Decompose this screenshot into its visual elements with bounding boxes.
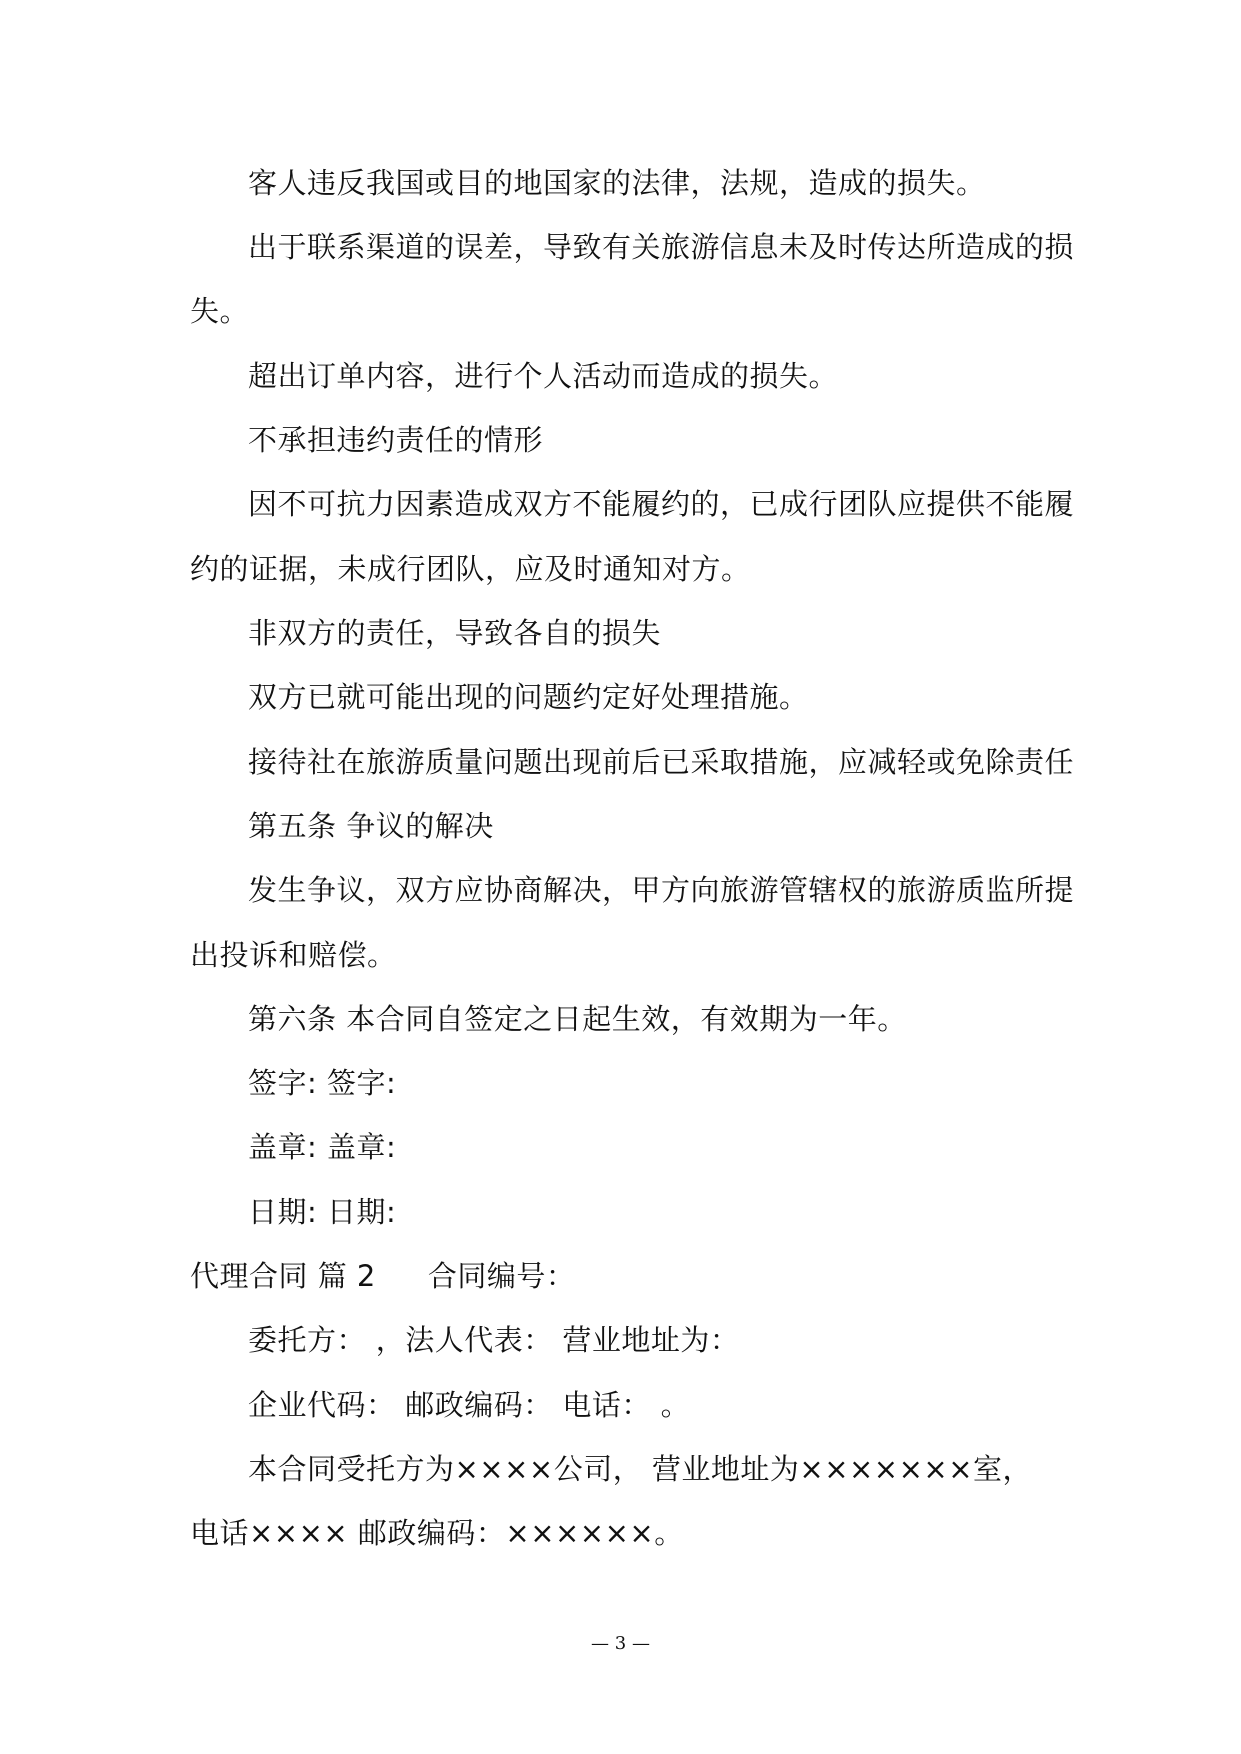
paragraph-line: 出于联系渠道的误差，导致有关旅游信息未及时传达所造成的损 <box>248 230 1075 264</box>
date-line: 日期: 日期: <box>248 1195 397 1229</box>
paragraph-line: 约的证据，未成行团队，应及时通知对方。 <box>190 552 751 586</box>
paragraph-line: 出投诉和赔偿。 <box>190 938 397 972</box>
paragraph-line: 接待社在旅游质量问题出现前后已采取措施，应减轻或免除责任 <box>248 745 1075 779</box>
paragraph-line: 客人违反我国或目的地国家的法律，法规，造成的损失。 <box>248 166 986 200</box>
paragraph-line: 超出订单内容，进行个人活动而造成的损失。 <box>248 359 839 393</box>
signature-line: 签字: 签字: <box>248 1066 397 1100</box>
page-number: — 3 — <box>591 1633 650 1654</box>
paragraph-line: 因不可抗力因素造成双方不能履约的，已成行团队应提供不能履 <box>248 487 1075 521</box>
section-title: 代理合同 篇 2 <box>190 1259 376 1293</box>
article-heading: 第五条 争议的解决 <box>248 809 494 843</box>
paragraph-line: 第六条 本合同自签定之日起生效，有效期为一年。 <box>248 1002 907 1036</box>
contract-number-label: 合同编号： <box>427 1259 576 1293</box>
paragraph-line: 双方已就可能出现的问题约定好处理措施。 <box>248 680 809 714</box>
seal-line: 盖章: 盖章: <box>248 1130 397 1164</box>
paragraph-line: 本合同受托方为××××公司， 营业地址为×××××××室， <box>248 1452 1033 1486</box>
section-heading-row <box>190 1256 575 1296</box>
paragraph-line: 失。 <box>190 294 250 328</box>
paragraph-line: 非双方的责任，导致各自的损失 <box>248 616 662 650</box>
paragraph-line: 企业代码： 邮政编码： 电话： 。 <box>248 1388 691 1422</box>
paragraph-line: 委托方： ，法人代表： 营业地址为： <box>248 1323 740 1357</box>
paragraph-line: 不承担违约责任的情形 <box>248 423 544 457</box>
paragraph-line: 电话×××× 邮政编码：××××××。 <box>190 1516 684 1550</box>
paragraph-line: 发生争议，双方应协商解决，甲方向旅游管辖权的旅游质监所提 <box>248 873 1075 907</box>
